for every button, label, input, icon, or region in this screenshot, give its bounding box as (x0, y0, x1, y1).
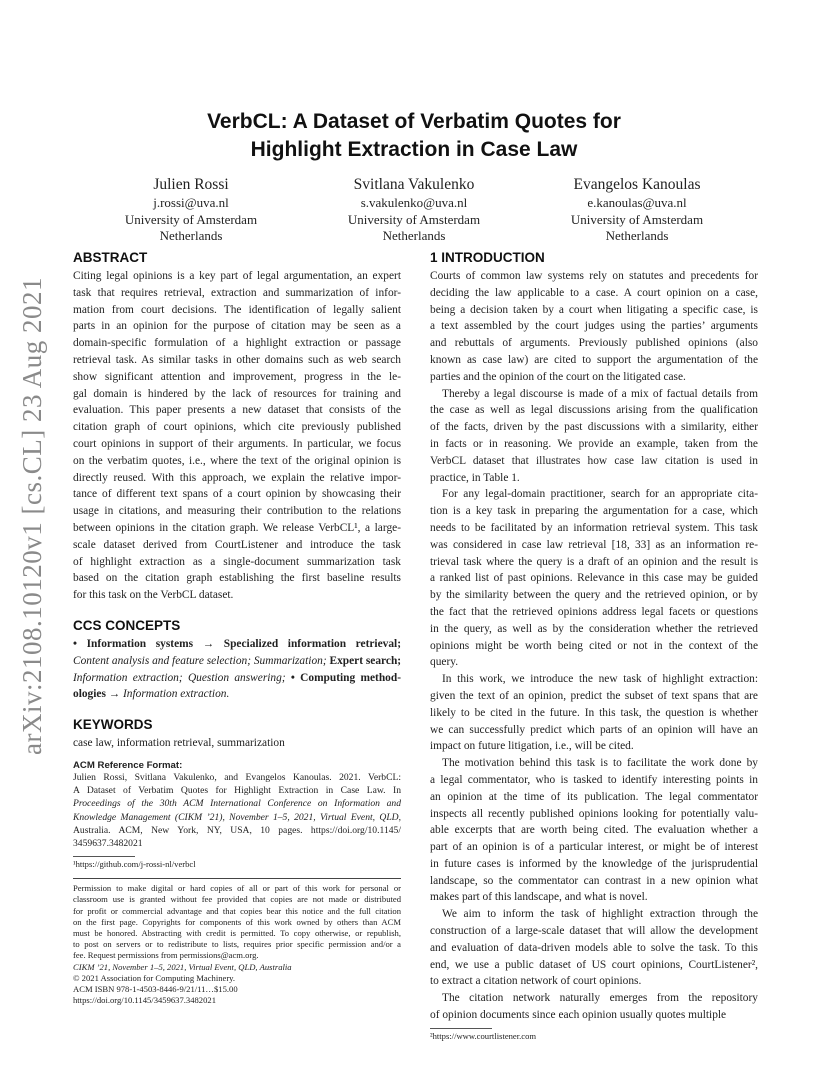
introduction-line: the fact that the retrieved opinions address legal facets or questions (430, 605, 758, 618)
author-affiliation: University of Amsterdam (124, 211, 258, 227)
author-3 (522, 175, 752, 245)
introduction-heading: 1 INTRODUCTION (430, 250, 545, 265)
permission-rule (73, 878, 401, 879)
author-name: Svitlana Vakulenko (353, 176, 475, 193)
abstract-line: court opinions in support of their arguments. In particular, we focus (73, 437, 401, 450)
introduction-line: to extract a citation network of court opinions. (430, 975, 642, 988)
footnote-rule (73, 856, 135, 857)
ccs-body (73, 636, 401, 703)
introduction-line: trieval task where the query is a draft of an opinion and the result is (430, 555, 758, 568)
footnote-1: ¹https://github.com/j-rossi-nl/verbcl (73, 859, 196, 870)
keywords-heading: KEYWORDS (73, 717, 153, 733)
introduction-line: The citation network naturally emerges from the repository (442, 992, 758, 1005)
keywords-text: case law, information retrieval, summarization (73, 737, 285, 750)
author-1 (76, 175, 306, 245)
introduction-line: We aim to inform the task of highlight extraction through the (442, 908, 758, 921)
ccs-line-3-italic: Information extraction; Question answering; (73, 671, 286, 684)
introduction-line: by the similarity between the query and the retrieved opinion, or by (430, 589, 758, 602)
abstract-line: tance of different text spans of a court opinion by showcasing their (73, 488, 401, 501)
author-affiliation: University of Amsterdam (570, 211, 704, 227)
abstract-line: gal domain is hindered by the lack of resources for training and (73, 387, 401, 400)
author-name: Julien Rossi (153, 176, 229, 193)
abstract-body (73, 268, 401, 604)
title-line-1: VerbCL: A Dataset of Verbatim Quotes for (207, 110, 621, 133)
introduction-line: opinions might be worth being cited or not in the context of the (430, 639, 758, 652)
right-column (430, 248, 758, 1042)
venue-line: CIKM ’21, November 1–5, 2021, Virtual Event, QLD, Australia (73, 961, 292, 972)
abstract-heading: ABSTRACT (73, 250, 148, 265)
introduction-line: Thereby a legal discourse is made of a mix of factual details from (442, 387, 758, 400)
introduction-line: For any legal-domain practitioner, search for an appropriate cita- (442, 488, 758, 501)
permission-line: to post on servers or to redistribute to lists, requires prior specific permission and/or a (73, 939, 401, 950)
introduction-line: in the query, as well as by the consideration whether the retrieved (430, 622, 758, 635)
introduction-line: able excerpts that are worth being cited. The evaluation whether a (430, 824, 758, 837)
introduction-line: known as case law) are cited to support the argumentation of the (430, 353, 758, 366)
isbn-line: ACM ISBN 978-1-4503-8446-9/21/11…$15.00 (73, 983, 238, 994)
introduction-line: construction of a large-scale dataset that will allow the development (430, 925, 758, 938)
introduction-line: inspects all recently published opinions looking for potentially valu- (430, 807, 758, 820)
ccs-line-4 (73, 686, 401, 703)
introduction-line: a text assembled by the court judges using the parties’ arguments (430, 320, 758, 333)
introduction-line: tion is a key task in preparing the argumentation for a case, which (430, 505, 758, 518)
acm-reference-line: Julien Rossi, Svitlana Vakulenko, and Evangelos Kanoulas. 2021. VerbCL: (73, 771, 401, 783)
author-name: Evangelos Kanoulas (573, 176, 701, 193)
footnote-rule-2 (430, 1028, 492, 1029)
introduction-line: given the text of an opinion, predict the subset of text spans that are (430, 689, 758, 702)
introduction-line: we can successfully predict which parts of an opinion will have an (430, 723, 758, 736)
left-column (73, 248, 401, 1006)
acm-reference-body (73, 771, 401, 850)
abstract-line: based on the citation graph establishing the first baseline results (73, 572, 401, 585)
introduction-line: needs to be facilitated by an information retrieval system. This task (430, 521, 758, 534)
acm-reference-heading: ACM Reference Format: (73, 759, 183, 771)
introduction-line: a ranked list of past opinions. Relevance in this case may be guided (430, 572, 758, 585)
abstract-line: on the verbatim quotes, i.e., where the text of the original opinion is (73, 454, 401, 467)
author-country: Netherlands (605, 228, 669, 243)
introduction-line: practice, in Table 1. (430, 471, 520, 484)
ccs-heading: CCS CONCEPTS (73, 617, 181, 633)
abstract-line: show significant attention and improvement, progress in the le- (73, 370, 401, 383)
abstract-line: directly reused. With this approach, we explain the relative impor- (73, 471, 401, 484)
introduction-line: query. (430, 656, 459, 669)
arxiv-stamp: arXiv:2108.10120v1 [cs.CL] 23 Aug 2021 (17, 277, 47, 755)
author-email: e.kanoulas@uva.nl (587, 195, 687, 210)
abstract-line: usage in citations, and measuring their contribution to the relations (73, 505, 401, 518)
introduction-line: and evaluation of data-driven models able to solve the task. To this (430, 941, 758, 954)
acm-reference-line: Proceedings of the 30th ACM International Conference on Information and (73, 798, 401, 810)
abstract-line: Citing legal opinions is a key part of legal argumentation, an expert (73, 270, 401, 282)
author-affiliation: University of Amsterdam (347, 211, 481, 227)
abstract-line: citation graph of court opinions, which cite previously published (73, 421, 401, 434)
ccs-line-3-bold: • Computing method- (285, 671, 401, 684)
introduction-body (430, 268, 758, 1024)
abstract-line: parts in an opinion for the purpose of citation may be seen as a (73, 320, 401, 333)
abstract-line: retrieval task. As similar tasks in other domains such as web search (73, 353, 401, 366)
ccs-line-2 (73, 653, 401, 670)
introduction-line: In this work, we introduce the new task of highlight extraction: (442, 673, 758, 686)
author-email: s.vakulenko@uva.nl (360, 195, 468, 210)
introduction-line: an opinion at the time of its publication. The legal commentator (430, 790, 758, 803)
permission-line: for profit or commercial advantage and that copies bear this notice and the full citation (73, 905, 401, 916)
title-line-2: Highlight Extraction in Case Law (250, 138, 578, 161)
introduction-line: of the facts, driven by the past discussions with a similarity, either (430, 421, 758, 434)
introduction-line: impact on future litigation, i.e., will be cited. (430, 740, 634, 753)
acm-reference-line: A Dataset of Verbatim Quotes for Highlight Extraction in Case Law. In (73, 785, 401, 797)
ccs-line-2-italic: Content analysis and feature selection; Summarization; (73, 654, 327, 667)
introduction-line: a legal commentator, who is tasked to identify interesting points in (430, 773, 758, 786)
author-country: Netherlands (159, 228, 223, 243)
author-country: Netherlands (382, 228, 446, 243)
introduction-line: end, we use a public dataset of US court opinions, CourtListener², (430, 958, 758, 971)
permission-line: on the first page. Copyrights for components of this work owned by others than ACM (73, 916, 401, 927)
abstract-line: scale dataset derived from CourtListener and introduce the task (73, 538, 401, 551)
introduction-line: The motivation behind this task is to facilitate the work done by (442, 757, 758, 770)
permission-line: classroom use is granted without fee provided that copies are not made or distributed (73, 894, 401, 905)
introduction-line: deciding the law applicable to a case. A court opinion on a case, (430, 286, 758, 299)
ccs-line-2-bold: Expert search; (326, 654, 402, 667)
copyright-line: © 2021 Association for Computing Machinery. (73, 972, 236, 983)
acm-reference-line: 3459637.3482021 (73, 837, 143, 849)
introduction-line: Courts of common law systems rely on statutes and precedents for (430, 270, 758, 282)
introduction-line: parties and the opinion of the court on the litigated case. (430, 370, 686, 383)
introduction-line: makes part of this landscape, and what is novel. (430, 891, 648, 904)
permission-line: must be honored. Abstracting with credit is permitted. To copy otherwise, or republish, (73, 927, 401, 938)
acm-reference-line: Australia. ACM, New York, NY, USA, 10 pages. https://doi.org/10.1145/ (73, 824, 401, 836)
ccs-line-1: • Information systems → Specialized information retrieval; (73, 637, 401, 650)
abstract-line: mation from court decisions. The identification of legally salient (73, 303, 401, 316)
abstract-line: task that requires retrieval, extraction and summarization of infor- (73, 286, 401, 299)
abstract-line: evaluation. This paper presents a new dataset that consists of the (73, 404, 401, 417)
introduction-line: of opinion documents since each opinion usually quotes multiple (430, 1009, 727, 1022)
introduction-line: VerbCL dataset that illustrates how case law citation is used in (430, 454, 758, 467)
ccs-line-3 (73, 670, 401, 687)
permission-notice (73, 883, 401, 1006)
ccs-line-4-bold: ologies → (73, 688, 121, 701)
doi-line: https://doi.org/10.1145/3459637.3482021 (73, 995, 216, 1006)
abstract-line: for this task on the VerbCL dataset. (73, 589, 234, 602)
abstract-line: of highlight extraction as a single-document summarization task (73, 555, 401, 568)
introduction-line: and rebuttals of arguments. Previously published opinions (also (430, 337, 758, 350)
introduction-line: was considered in case law retrieval [18, 33] as an information re- (430, 538, 758, 551)
footnote-2: ²https://www.courtlistener.com (430, 1030, 537, 1041)
ccs-line-4-italic: Information extraction. (120, 688, 230, 701)
author-email: j.rossi@uva.nl (153, 195, 229, 210)
introduction-line: being a decision taken by a court when litigating a specific case, is (430, 303, 758, 316)
introduction-line: landscape, so the commentator can contrast in a new opinion what (430, 874, 758, 887)
abstract-line: between opinions in the citation graph. We release VerbCL¹, a large- (73, 521, 401, 534)
introduction-line: likely to be cited in the future. In this task, the question is whether (430, 706, 758, 719)
abstract-line: domain-specific formulation of a highlight extraction or passage (73, 337, 401, 350)
introduction-line: in future cases is informed by the knowledge of the jurisprudential (430, 857, 758, 870)
introduction-line: in facts or in reasoning. We provide an example, taken from the (430, 437, 758, 450)
paper-title (0, 108, 828, 164)
acm-reference-line: Knowledge Management (CIKM ’21), November 1–5, 2021, Virtual Event, QLD, (73, 811, 401, 823)
permission-line: Permission to make digital or hard copies of all or part of this work for personal or (73, 883, 401, 894)
permission-line: fee. Request permissions from permissions@acm.org. (73, 950, 259, 961)
author-2 (299, 175, 529, 245)
introduction-line: part of an opinion is of a particular interest, or might be of interest (430, 841, 758, 854)
introduction-line: the case as well as legal discussions arising from the qualification (430, 404, 758, 417)
